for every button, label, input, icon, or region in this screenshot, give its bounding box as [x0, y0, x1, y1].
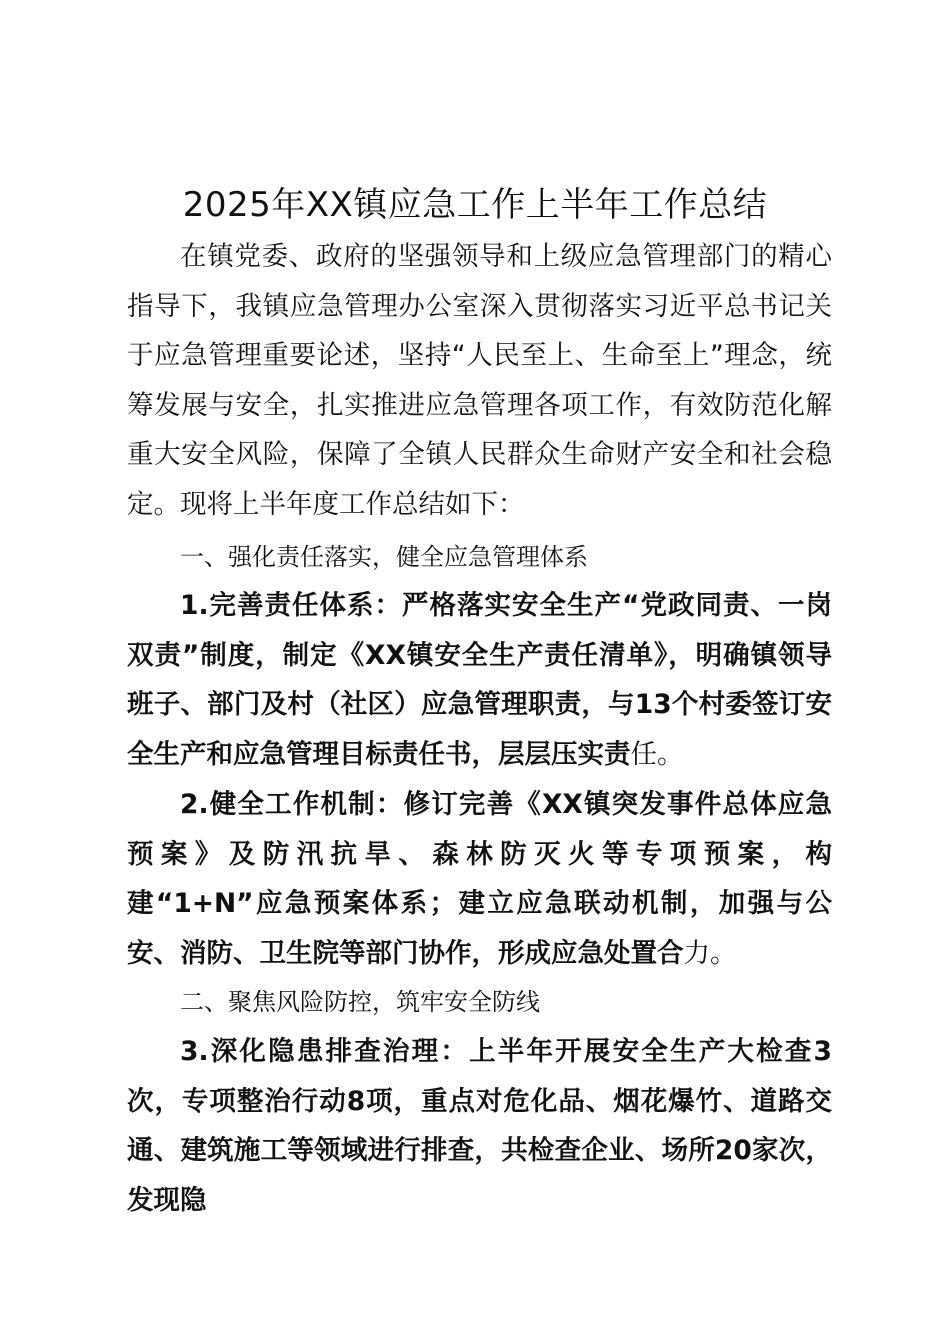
- item-2-tail: 力。: [683, 937, 737, 969]
- item-3-text: 3.深化隐患排查治理：上半年开展安全生产大检查3次，专项整治行动8项，重点对危化品、烟花爆竹、道路交通、建筑施工等领域进行排查，共检查企业、场所20家次，发现隐: [127, 1036, 832, 1216]
- item-1-tail: 任。: [630, 738, 684, 770]
- item-2-text: 2.健全工作机制：修订完善《XX镇突发事件总体应急预案》及防汛抗旱、森林防灭火等专项预案，构建“1+N”应急预案体系；建立应急联动机制，加强与公安、消防、卫生院等部门协作，形成应急处置合: [127, 789, 832, 969]
- paragraph-item-1: [127, 581, 832, 779]
- paragraph-item-3: [127, 1027, 832, 1225]
- document-title: 2025年XX镇应急工作上半年工作总结: [182, 185, 768, 225]
- section-heading-2: 二、聚焦风险防控，筑牢安全防线: [180, 988, 540, 1016]
- paragraph-item-2: [127, 780, 832, 978]
- section-heading-1: 一、强化责任落实，健全应急管理体系: [180, 543, 588, 571]
- intro-paragraph: 在镇党委、政府的坚强领导和上级应急管理部门的精心指导下，我镇应急管理办公室深入贯彻落实习近平总书记关于应急管理重要论述，坚持“人民至上、生命至上”理念，统筹发展与安全，扎实推进应急管理各项工作，有效防范化解重大安全风险，保障了全镇人民群众生命财产安全和社会稳定。现将上半年度工作总结如下：: [127, 241, 832, 520]
- item-1-text: 1.完善责任体系：严格落实安全生产“党政同责、一岗双责”制度，制定《XX镇安全生产责任清单》，明确镇领导班子、部门及村（社区）应急管理职责，与13个村委签订安全生产和应急管理目标责任书，层层压实责: [127, 590, 832, 770]
